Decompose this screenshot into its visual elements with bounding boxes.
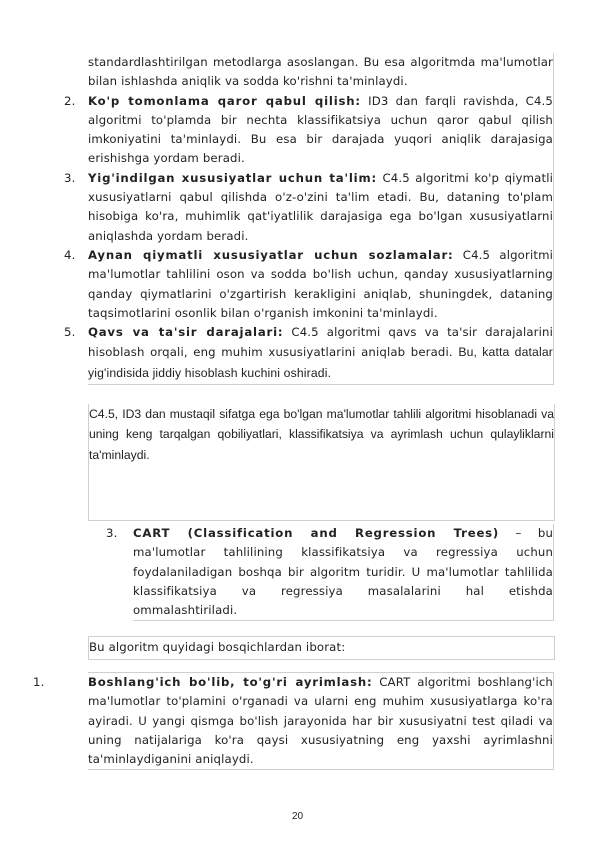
intro-tail-paragraph: standardlashtirilgan metodlarga asoslangan. Bu esa algoritmda ma'lumotlar bilan ishlashda aniqlik va sodda ko'rishni ta'minlaydi. xyxy=(88,55,553,89)
steps-intro-block xyxy=(88,636,555,660)
steps-intro-text: Bu algoritm quyidagi bosqichlardan iborat: xyxy=(89,640,346,654)
list-item-text: C4.5 algoritmi qavs va ta'sir darajalarini hisoblash orqali, eng muhim xususiyatlarini aniqlab beradi. xyxy=(88,325,553,360)
list-item-text: ID3 dan farqli ravishda, C4.5 algoritmi to'plamda bir nechta klassifikatsiya uchun qaror qabul qilish imkoniyatini ta'minlaydi. Bu esa bir darajada yuqori aniqlik darajasiga erishishga yordam beradi. xyxy=(88,93,554,166)
page-number: 20 xyxy=(291,811,304,822)
list-item xyxy=(64,169,554,246)
list-item-text: C4.5 algoritmi ko'p qiymatli xususiyatlarni qabul qilishda o'z-o'zini ta'lim etadi. Bu, dataning to'plam hisobiga ko'ra, muhimlik qat'iyatlilik darajasiga ega bo'lgan xususiyatlarni aniqlashda yordam beradi. xyxy=(88,170,554,243)
list-number: 4. xyxy=(64,247,76,262)
list-item-title: Aynan qiymatli xususiyatlar uchun sozlamalar: xyxy=(88,247,454,262)
list-number: 2. xyxy=(64,93,76,108)
list-item xyxy=(64,92,554,169)
step-text: CART algoritmi boshlang'ich ma'lumotlar to'plamini o'rganadi va ularni eng muhim xususiyatlarga ko'ra ayiradi. U yangi qismga bo'lish jarayonida har bir xususiyatni test qiladi va uning natijalariga ko'ra qaysi xususiyatning eng yaxshi ayrimlashni ta'minlaydiganini aniqlaydi. xyxy=(88,675,553,767)
list-item-text: C4.5 algoritmi ma'lumotlar tahlilini oson va sodda bo'lish uchun, qanday xususiyatlarning qanday qiymatlarini o'zgartirish kerakligini aniqlab, shuningdek, dataning taqsimotlarini osonlik bilan o'rganish imkonini ta'minlaydi. xyxy=(88,247,554,320)
list-number: 5. xyxy=(64,325,76,340)
step-item xyxy=(33,672,554,770)
cart-title: CART (Classification and Regression Trees) xyxy=(133,526,500,540)
c45-features-list xyxy=(64,92,554,383)
list-number: 1. xyxy=(33,675,45,689)
list-item-title: Yig'indilgan xususiyatlar uchun ta'lim: xyxy=(88,170,377,185)
list-item-title: Ko'p tomonlama qaror qabul qilish: xyxy=(88,93,361,108)
summary-paragraph: C4.5, ID3 dan mustaqil sifatga ega bo'lgan ma'lumotlar tahlili algoritmi hisoblanadi va uning keng tarqalgan qobiliyatlari, klassifikatsiya va ayrimlash uchun qulayliklarni ta'minlaydi. xyxy=(89,407,554,462)
summary-block xyxy=(88,404,555,521)
step-title: Boshlang'ich bo'lib, to'g'ri ayrimlash: xyxy=(88,675,373,689)
list-item-title: Qavs va ta'sir darajalari: xyxy=(88,325,284,340)
list-number: 3. xyxy=(106,526,118,540)
list-item xyxy=(64,323,553,383)
cart-item xyxy=(106,524,554,621)
list-item-text-tail: Bu, katta datalar yig'indisida jiddiy hisoblash kuchini oshiradi. xyxy=(88,345,553,380)
c45-features-block xyxy=(64,53,554,385)
list-item xyxy=(64,246,554,323)
list-number: 3. xyxy=(64,170,76,185)
cart-text: – bu ma'lumotlar tahlilining klassifikatsiya va regressiya uchun foydalaniladigan boshqa bir algoritm turidir. U ma'lumotlar tahlilida klassifikatsiya va regressiya masalalarini hal etishda ommalashtiriladi. xyxy=(133,526,553,618)
